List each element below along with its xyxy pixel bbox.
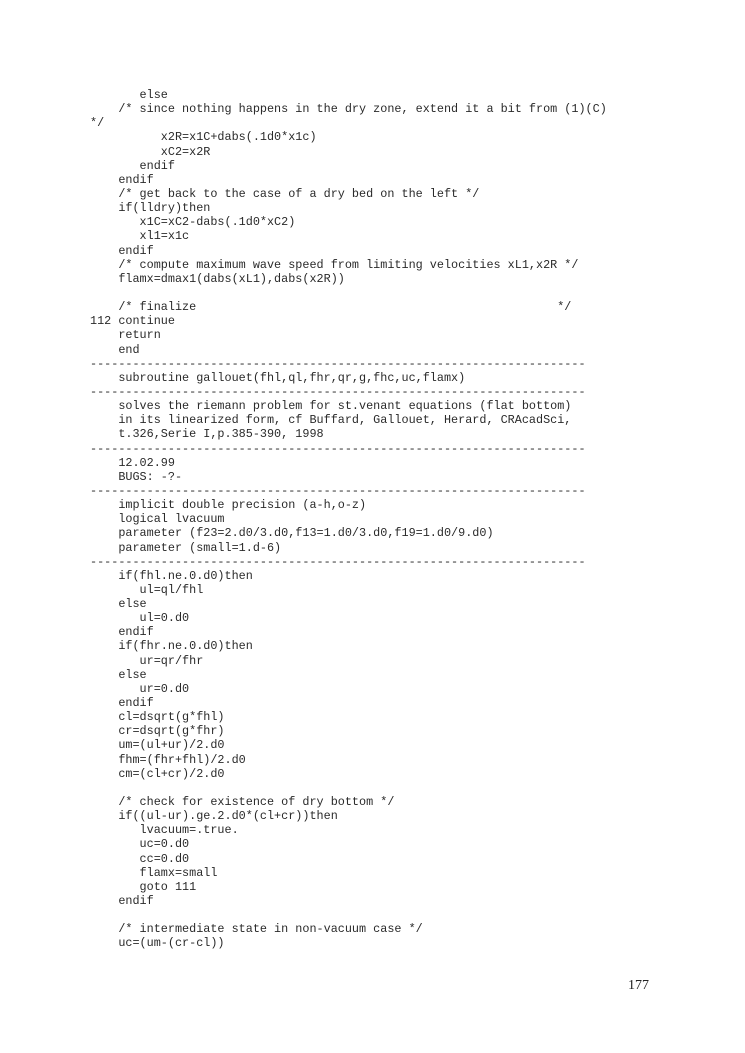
code-line: parameter (small=1.d-6) [90, 540, 282, 555]
code-line: ---------------------------------------------------------------------- [90, 356, 586, 371]
code-line: uc=0.d0 [90, 837, 190, 852]
code-line: ---------------------------------------------------------------------- [90, 384, 586, 399]
code-line: endif [90, 172, 154, 187]
code-line: endif [90, 243, 154, 258]
code-line: 112 continue [90, 314, 175, 329]
code-line: ur=qr/fhr [90, 653, 204, 668]
code-line: endif [90, 894, 154, 909]
code-line: BUGS: -?- [90, 469, 183, 484]
code-line: if(fhr.ne.0.d0)then [90, 639, 253, 654]
code-line: return [90, 328, 161, 343]
code-line: parameter (f23=2.d0/3.d0,f13=1.d0/3.d0,f19=1.d0/9.d0) [90, 526, 494, 541]
code-line: flamx=small [90, 865, 218, 880]
code-line: /* compute maximum wave speed from limiting velocities xL1,x2R */ [90, 257, 579, 272]
code-line: in its linearized form, cf Buffard, Gallouet, Herard, CRAcadSci, [90, 413, 572, 428]
code-line: ---------------------------------------------------------------------- [90, 441, 586, 456]
code-line: solves the riemann problem for st.venant equations (flat bottom) [90, 399, 572, 414]
code-line: x1C=xC2-dabs(.1d0*xC2) [90, 215, 296, 230]
code-line: else [90, 88, 168, 102]
code-line: 12.02.99 [90, 455, 175, 470]
code-line: endif [90, 625, 154, 640]
code-line: else [90, 667, 147, 682]
code-line: ---------------------------------------------------------------------- [90, 483, 586, 498]
code-line: ---------------------------------------------------------------------- [90, 554, 586, 569]
code-line: cl=dsqrt(g*fhl) [90, 710, 225, 725]
code-line: /* get back to the case of a dry bed on the left */ [90, 186, 480, 201]
code-line [90, 908, 710, 922]
code-line: xl1=x1c [90, 229, 190, 244]
code-line: ul=0.d0 [90, 611, 190, 626]
code-line: cc=0.d0 [90, 851, 190, 866]
page-number: 177 [628, 978, 649, 993]
code-line: /* intermediate state in non-vacuum case */ [90, 922, 423, 937]
code-line: if(lldry)then [90, 201, 211, 216]
code-line: lvacuum=.true. [90, 823, 239, 838]
code-line: endif [90, 158, 175, 173]
code-line: xC2=x2R [90, 144, 211, 159]
code-line: cr=dsqrt(g*fhr) [90, 724, 225, 739]
code-line: subroutine gallouet(fhl,ql,fhr,qr,g,fhc,uc,flamx) [90, 370, 466, 385]
code-line: fhm=(fhr+fhl)/2.d0 [90, 752, 246, 767]
code-line: t.326,Serie I,p.385-390, 1998 [90, 427, 324, 442]
code-line: endif [90, 696, 154, 711]
code-line: if((ul-ur).ge.2.d0*(cl+cr))then [90, 809, 338, 824]
code-line: ur=0.d0 [90, 681, 190, 696]
code-line: goto 111 [90, 879, 197, 894]
code-line: logical lvacuum [90, 512, 225, 527]
code-line: implicit double precision (a-h,o-z) [90, 498, 367, 513]
code-listing [90, 88, 710, 951]
code-line: ul=ql/fhl [90, 582, 204, 597]
code-line: /* finalize */ [90, 300, 572, 315]
code-line: */ [90, 116, 105, 131]
code-line: x2R=x1C+dabs(.1d0*x1c) [90, 130, 317, 145]
code-line: flamx=dmax1(dabs(xL1),dabs(x2R)) [90, 271, 345, 286]
code-line: uc=(um-(cr-cl)) [90, 936, 225, 951]
code-line: /* check for existence of dry bottom */ [90, 795, 395, 810]
code-line: um=(ul+ur)/2.d0 [90, 738, 225, 753]
code-line: else [90, 597, 147, 612]
code-line: cm=(cl+cr)/2.d0 [90, 766, 225, 781]
code-line [90, 286, 710, 300]
code-line: /* since nothing happens in the dry zone, extend it a bit from (1)(C) [90, 102, 607, 117]
code-line [90, 781, 710, 795]
code-line: if(fhl.ne.0.d0)then [90, 568, 253, 583]
code-line: end [90, 342, 140, 357]
